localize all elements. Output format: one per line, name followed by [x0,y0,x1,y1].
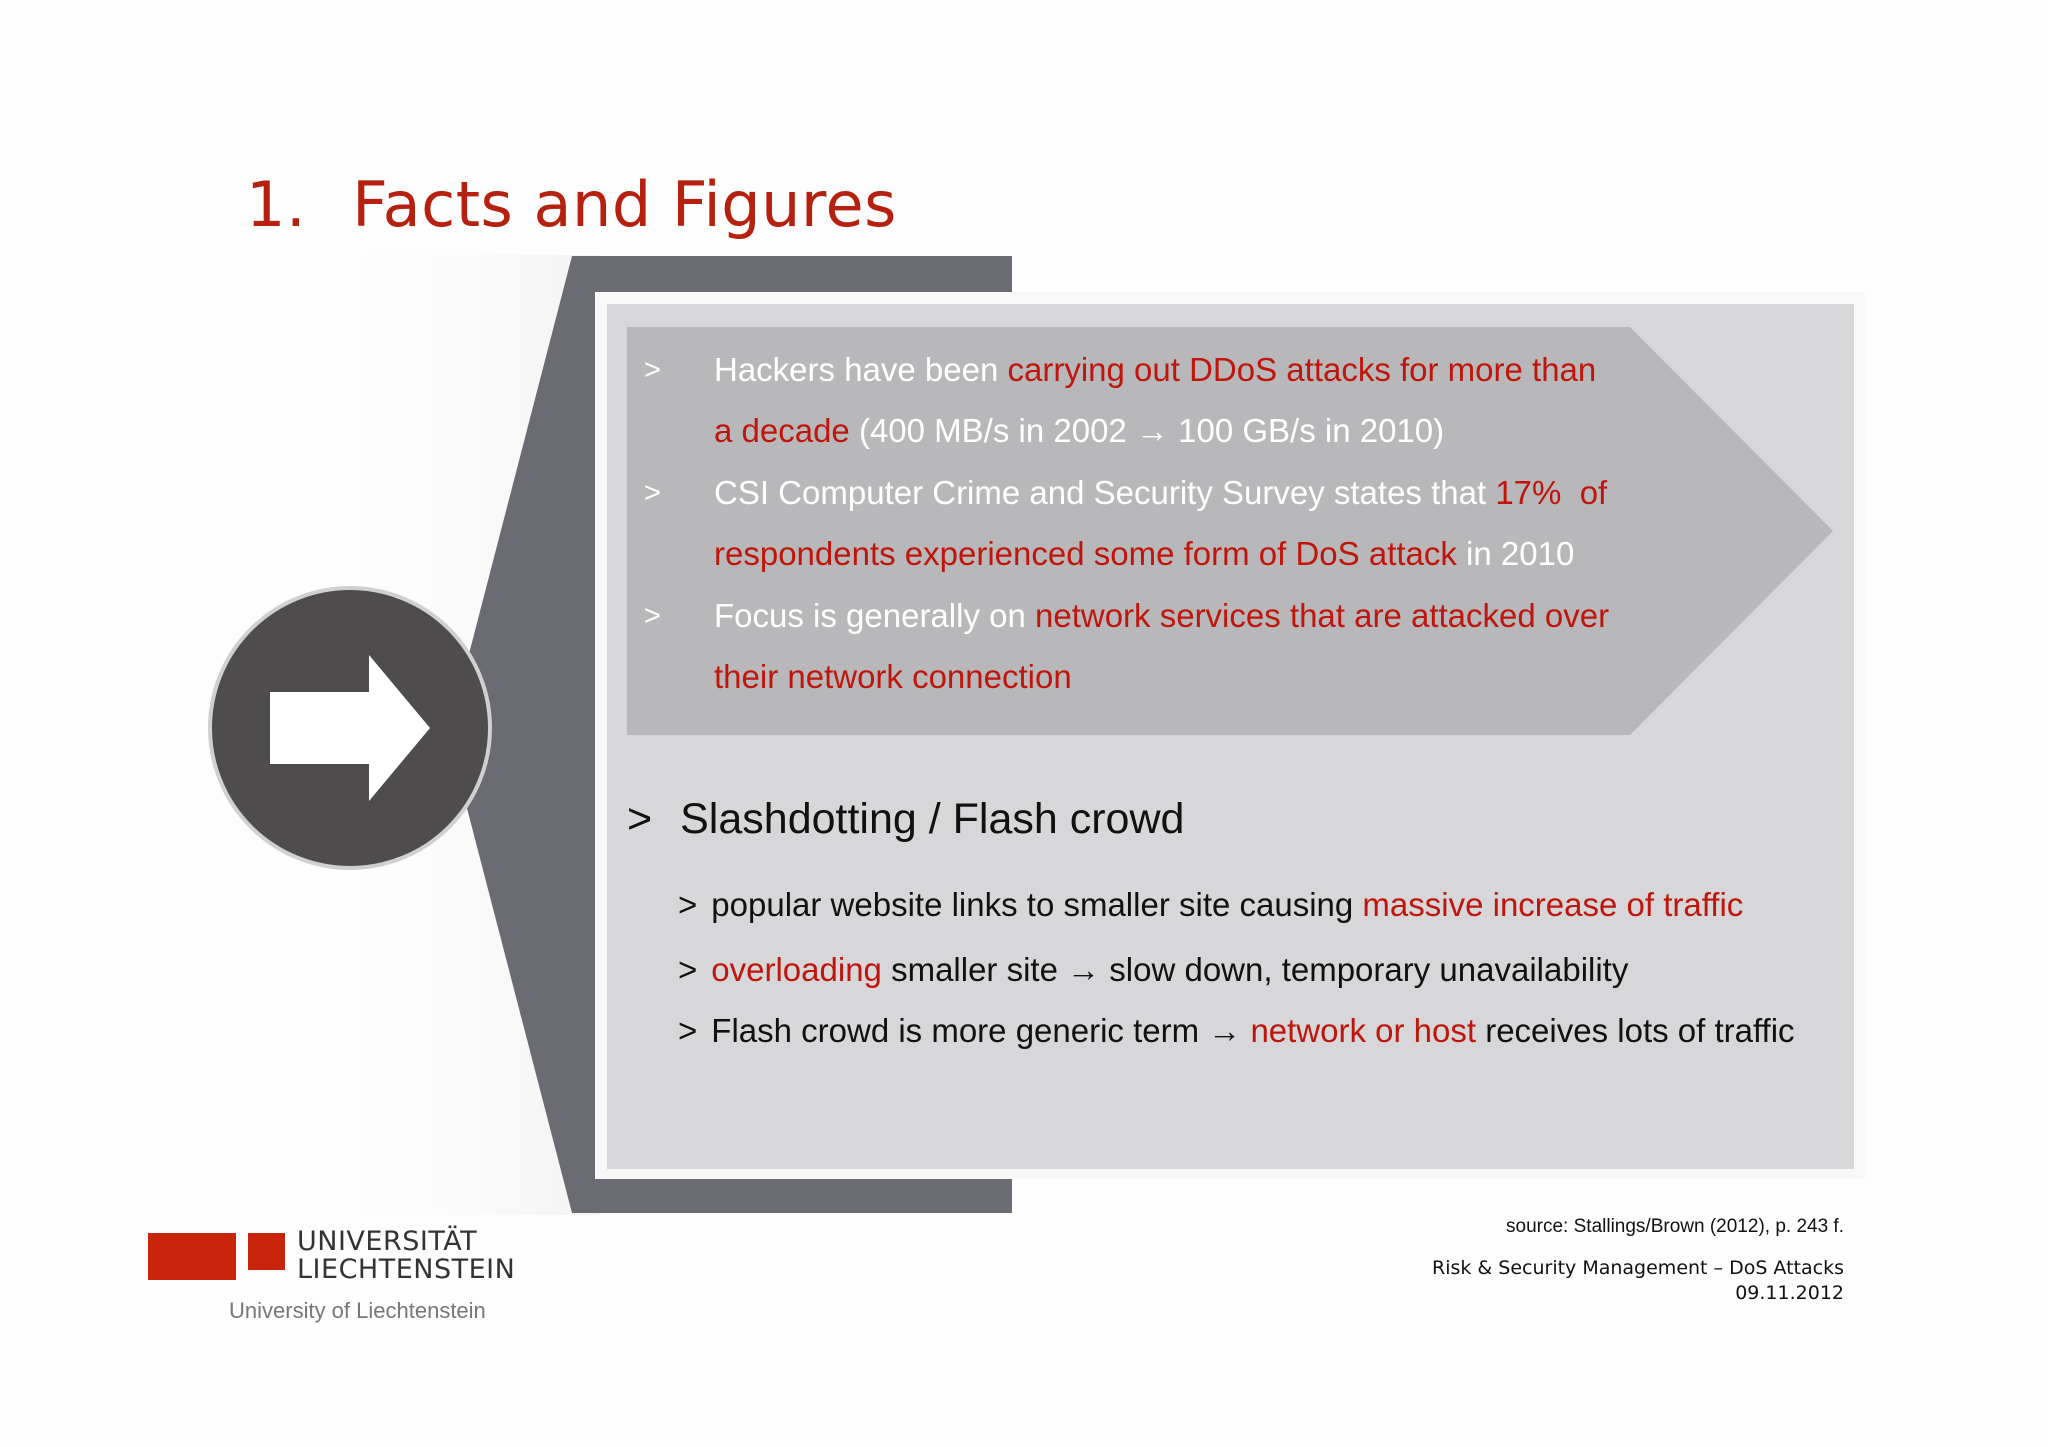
callout-bullet-1-line-2 [714,412,1444,450]
callout-bullet-2-text-b: in 2010 [1456,535,1575,572]
slashdotting-item-3 [678,1012,1795,1050]
logo-subtitle: University of Liechtenstein [229,1298,486,1323]
slashdotting-item-1-text: popular website links to smaller site causing [711,886,1363,923]
footer-date: 09.11.2012 [1735,1282,1844,1304]
slashdotting-item-1-marker: > [678,886,698,923]
slashdotting-item-3-text-end: receives lots of traffic [1476,1012,1795,1049]
callout-bullet-2-line-2 [714,535,1574,573]
slashdotting-marker: > [627,795,653,843]
callout-bullet-1-highlight-a: carrying out DDoS attacks for more than [1007,351,1597,388]
callout-bullet-3-line-1 [714,597,1609,635]
slashdotting-item-2-marker: > [678,951,698,988]
callout-bullet-2-highlight-a: 17% of [1495,474,1608,511]
slashdotting-heading-text: Slashdotting / Flash crowd [680,795,1185,843]
slashdotting-item-3-highlight: network or host [1250,1012,1477,1049]
callout-bullet-1-text-b: (400 MB/s in 2002 → 100 GB/s in 2010) [849,412,1445,449]
title-text: Facts and Figures [352,168,897,241]
callout-bullet-2-text-a: CSI Computer Crime and Security Survey states that [714,474,1496,511]
logo-line-2: LIECHTENSTEIN [297,1254,516,1285]
callout-bullet-marker-2: > [644,477,661,509]
slashdotting-item-1 [678,886,1743,924]
callout-bullet-3-highlight-b: their network connection [714,658,1072,695]
logo-line-1: UNIVERSITÄT [297,1226,478,1257]
slashdotting-item-2-highlight: overloading [711,951,882,988]
callout-bullet-3-highlight-a: network services that are attacked over [1035,597,1610,634]
slashdotting-item-3-text: Flash crowd is more generic term → [711,1012,1251,1049]
slashdotting-item-3-marker: > [678,1012,698,1049]
slashdotting-item-2 [678,951,1628,989]
slashdotting-item-1-highlight: massive increase of traffic [1362,886,1744,923]
callout-bullet-1-text-a: Hackers have been [714,351,1008,388]
slide-footer [1432,1256,1844,1306]
title-number: 1. [246,168,307,241]
callout-bullet-2-highlight-b: respondents experienced some form of DoS attack [714,535,1457,572]
callout-bullet-2-line-1 [714,474,1607,512]
footer-course: Risk & Security Management – DoS Attacks [1432,1257,1844,1279]
arrow-right-icon [210,588,490,868]
callout-bullet-1-line-1 [714,351,1596,389]
callout-bullet-3-line-2 [714,658,1072,696]
callout-bullet-marker-1: > [644,354,661,386]
source-citation: source: Stallings/Brown (2012), p. 243 f. [1506,1216,1844,1237]
callout-bullet-marker-3: > [644,600,661,632]
logo-bar-large [148,1233,236,1280]
slashdotting-item-2-text-end: smaller site → slow down, temporary unavailability [881,951,1629,988]
callout-bullet-3-text-a: Focus is generally on [714,597,1035,634]
callout-bullet-1-highlight-b: a decade [714,412,850,449]
slashdotting-heading [627,795,1184,844]
logo-bar-small [248,1233,285,1270]
